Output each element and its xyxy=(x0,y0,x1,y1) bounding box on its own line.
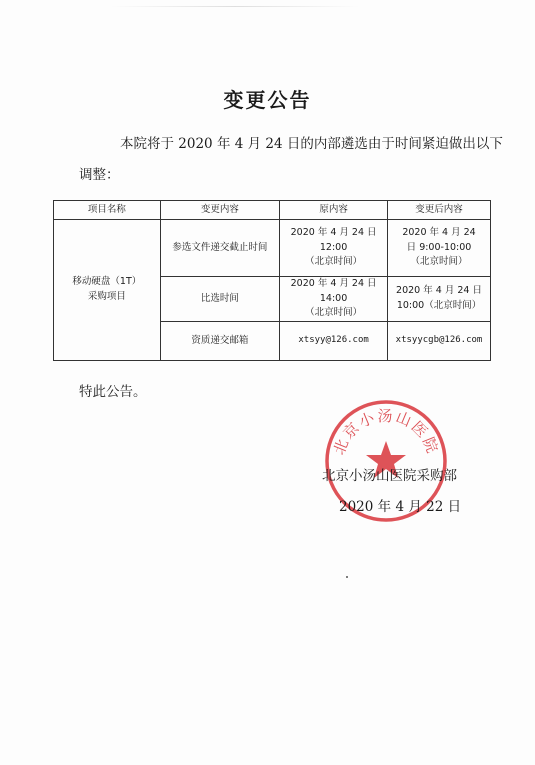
changed-value-line: 2020 年 4 月 24 日 xyxy=(396,285,482,297)
header-original-content: 原内容 xyxy=(280,201,388,220)
original-email-cell: xtsyy@126.com xyxy=(280,322,388,361)
signature-date: 2020 年 4 月 22 日 xyxy=(339,499,462,515)
change-table xyxy=(53,200,491,361)
original-value-line: 2020 年 4 月 24 日 14:00 xyxy=(290,278,377,304)
changed-email-cell: xtsyycgb@126.com xyxy=(388,322,491,361)
project-name-cell xyxy=(54,220,161,361)
scan-speck xyxy=(346,576,348,578)
seal-text: 北京小汤山医院 xyxy=(329,406,443,458)
intro-paragraph-line1: 本院将于 2020 年 4 月 24 日的内部遴选由于时间紧迫做出以下 xyxy=(120,136,503,152)
changed-value-line: 10:00（北京时间） xyxy=(396,300,482,312)
project-name-line1: 移动硬盘（1T） xyxy=(72,276,142,288)
change-item-cell: 参选文件递交截止时间 xyxy=(160,220,280,277)
table-header-row xyxy=(54,201,491,220)
changed-value-line: （北京时间） xyxy=(410,256,468,268)
original-value-line: （北京时间） xyxy=(305,256,363,268)
project-name-line2: 采购项目 xyxy=(87,291,126,303)
changed-value-cell xyxy=(388,220,491,277)
change-item-cell: 资质递交邮箱 xyxy=(160,322,280,361)
changed-value-cell xyxy=(388,277,491,322)
original-value-line: 2020 年 4 月 24 日 12:00 xyxy=(290,226,377,253)
header-changed-content: 变更后内容 xyxy=(388,201,491,220)
original-value-line: （北京时间） xyxy=(305,307,363,319)
changed-value-line: 日 9:00-10:00 xyxy=(406,241,472,253)
header-project-name: 项目名称 xyxy=(54,201,161,220)
scan-artifact xyxy=(110,6,360,7)
original-value-cell xyxy=(280,277,388,322)
original-value-cell xyxy=(280,220,388,277)
header-change-content: 变更内容 xyxy=(160,201,280,220)
closing-statement: 特此公告。 xyxy=(79,384,147,400)
intro-paragraph-line2: 调整： xyxy=(79,167,120,183)
change-item-cell: 比选时间 xyxy=(160,277,280,322)
document-title: 变更公告 xyxy=(223,88,312,112)
changed-value-line: 2020 年 4 月 24 xyxy=(402,226,476,238)
table-row xyxy=(54,220,491,277)
signature-organization: 北京小汤山医院采购部 xyxy=(322,468,457,484)
